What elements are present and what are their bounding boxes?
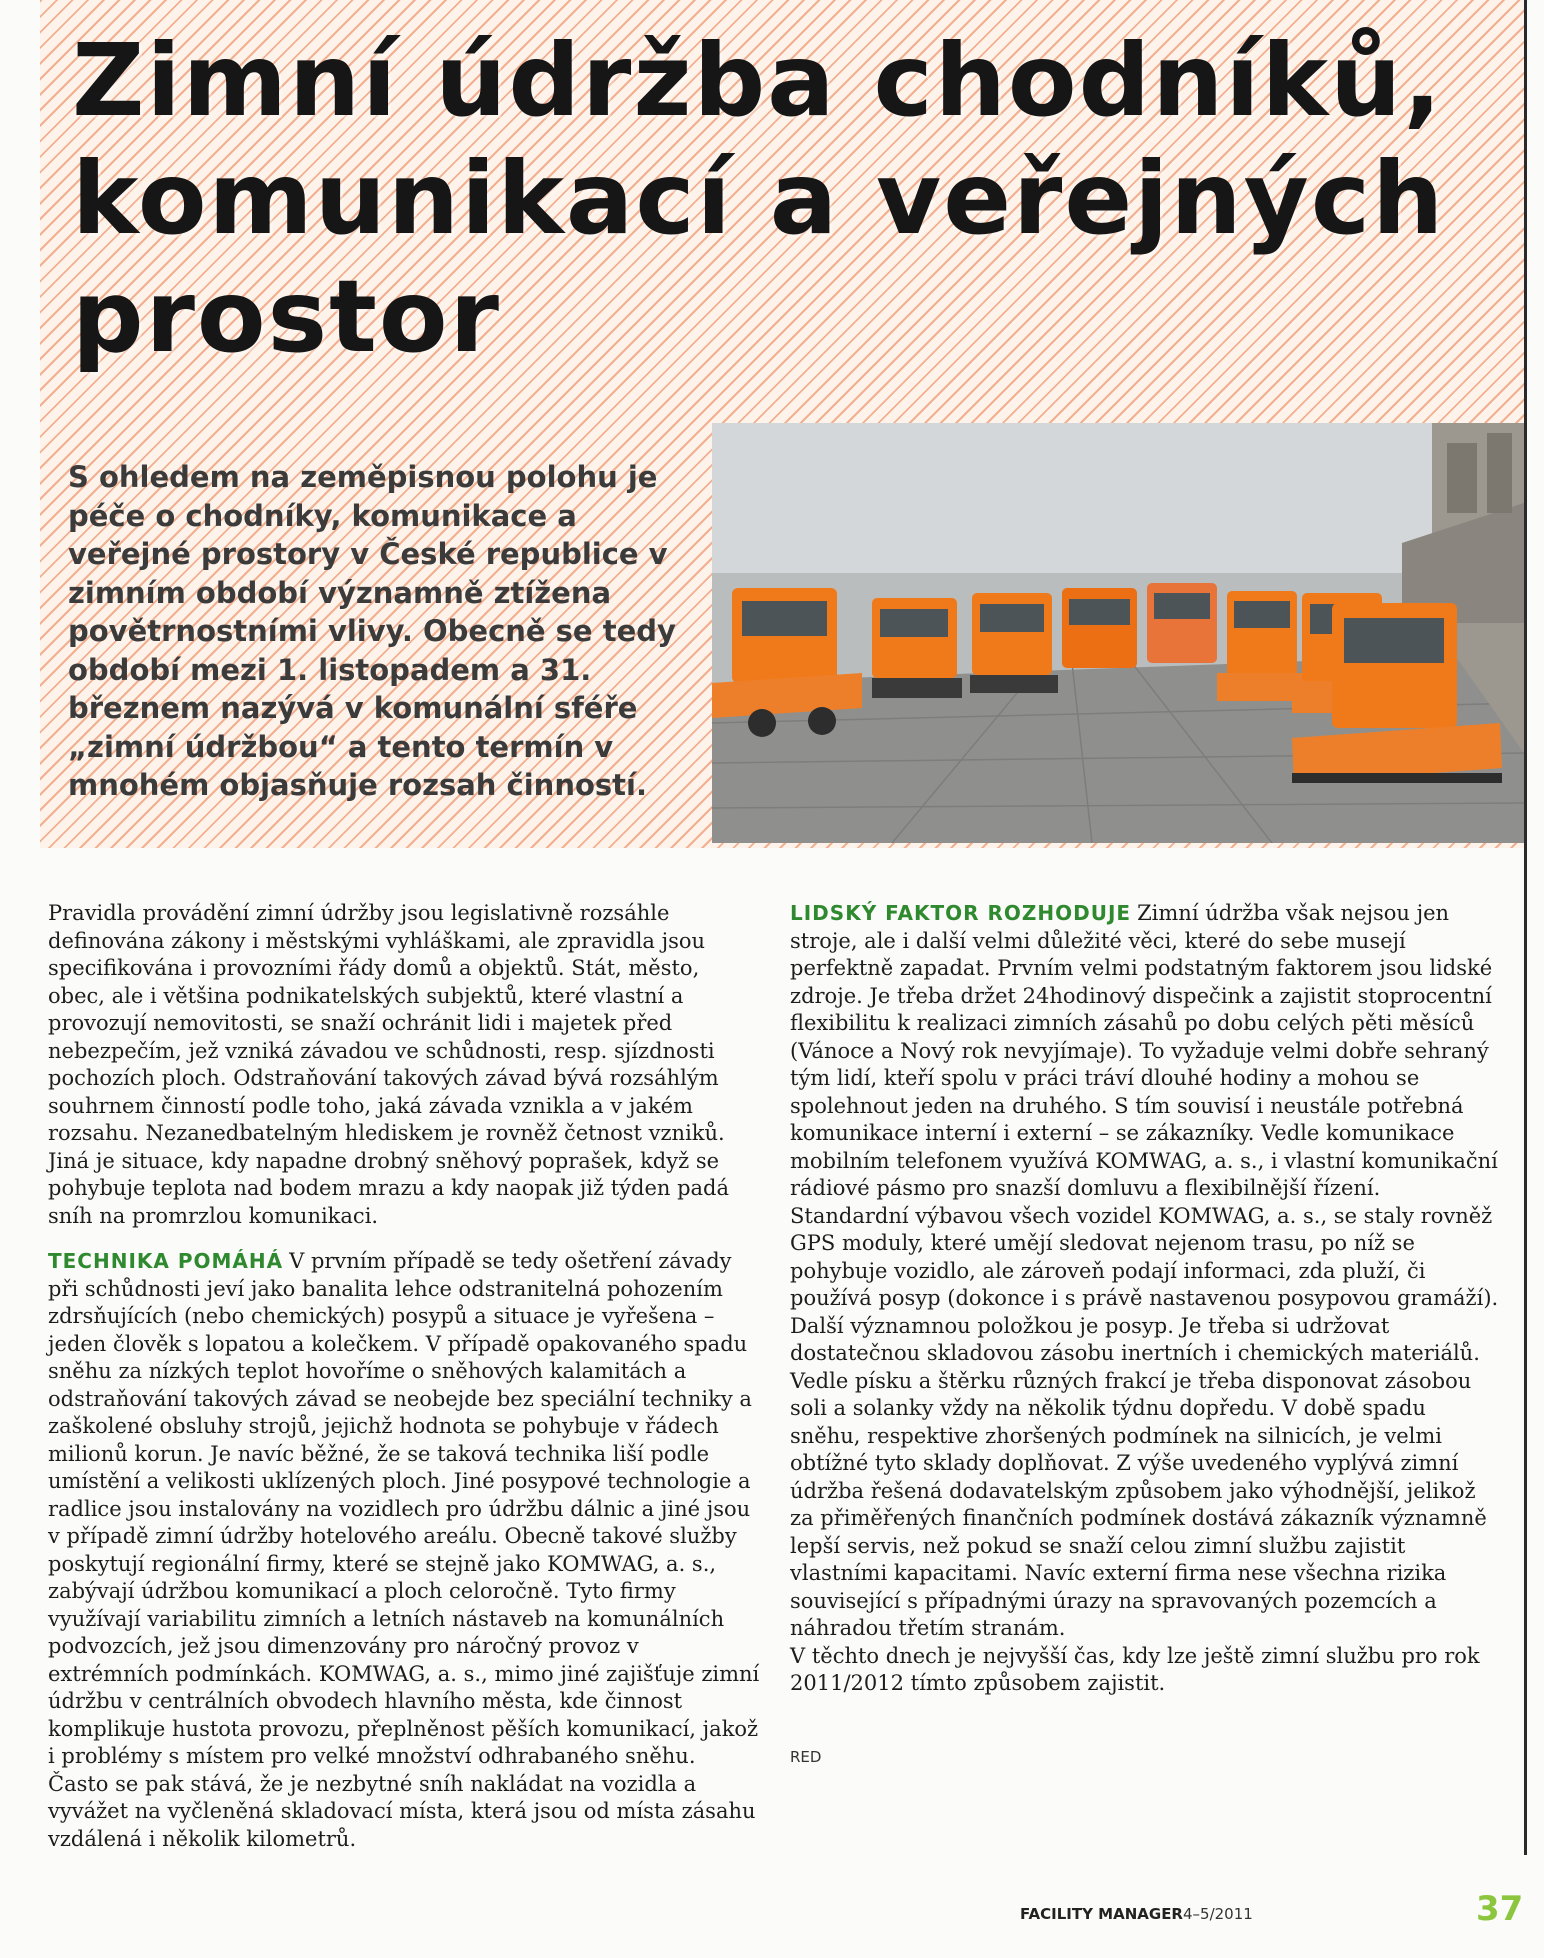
author-signature: RED [790,1748,822,1766]
section-heading-technika: TECHNIKA POMÁHÁ [48,1249,284,1273]
body-column-left-intro [48,900,760,1230]
intro-paragraph: Pravidla provádění zimní údržby jsou legislativně rozsáhle definována zákony i městskými vyhláškami, ale zpravidla jsou specifikována i provozními řády domů a objektů. Stát, město, obec, ale i většina podnikatelských subjektů, které vlastní a provozují nemovitosti, se snaží ochránit lidi i majetek před nebezpečím, jež vzniká závadou ve schůdnosti, resp. sjízdnosti pochozích ploch. Odstraňování takových závad bývá rozsáhlým souhrnem činností podle toho, jaká závada vznikla a v jakém rozsahu. Nezanedbatelným hlediskem je rovněž četnost vzniků. Jiná je situace, kdy napadne drobný sněhový poprašek, když se pohybuje teplota nad bodem mrazu a kdy naopak již týden padá sníh na promrzlou komunikaci. [48,901,730,1228]
section-text-technika: V prvním případě se tedy ošetření závady při schůdnosti jeví jako banalita lehce odstranitelná pohozením zdrsňujících (nebo chemických) posypů a situace je vyřešena – jeden člověk s lopatou a kolečkem. V případě opakovaného spadu sněhu za nízkých teplot hovoříme o sněhových kalamitách a odstraňování takových závad se neobejde bez speciální techniky a zaškolené obsluhy strojů, jejichž hodnota se pohybuje v řádech milionů korun. Je navíc běžné, že se taková technika liší podle umístění a velikosti uklízených ploch. Jiné posypové technologie a radlice jsou instalovány na vozidlech pro údržbu dálnic a jiné jsou v případě zimní údržby hotelového areálu. Obecně takové služby poskytují regionální firmy, které se stejně jako KOMWAG, a. s., zabývají údržbou komunikací a ploch celoročně. Tyto firmy využívají variabilitu zimních a letních nástaveb na komunálních podvozcích, jež jsou dimenzovány pro náročný provoz v extrémních podmínkách. KOMWAG, a. s., mimo jiné zajišťuje zimní údržbu v centrálních obvodech hlavního města, kde činnost komplikuje hustota provozu, přeplněnost pěších komunikací, jakož i problémy s místem pro velké množství odhrabaného sněhu. Často se pak stává, že je nezbytné sníh nakládat na vozidla a vyvážet na vyčleněná skladovací místa, která jsou od místa zásahu vzdálená i několik kilometrů. [48,1249,760,1851]
article-lead: S ohledem na zeměpisnou polohu je péče o chodníky, komunikace a veřejné prostory v České republice v zimním období významně ztížena povětrnostními vlivy. Obecně se tedy období mezi 1. listopadem a 31. březnem nazývá v komunální sféře „zimní údržbou“ a tento termín v mnohém objasňuje rozsah činností. [68,460,676,802]
section-heading-lidsky-faktor: LIDSKÝ FAKTOR ROZHODUJE [790,901,1132,925]
right-column-rule [1524,0,1527,1855]
footer-magazine-name: FACILITY MANAGER [1020,1905,1183,1923]
section-lidsky-faktor [790,900,1502,1313]
article-photo-snowplows [712,423,1524,843]
section-technika [48,1248,760,1853]
paragraph-posyp: Další významnou položkou je posyp. Je třeba si udržovat dostatečnou skladovou zásobu inertních i chemických materiálů. Vedle písku a štěrku různých frakcí je třeba disponovat zásobou soli a solanky vždy na několik týdnu dopředu. V době spadu sněhu, respektive zhoršených podmínek na silnicích, je velmi obtížné tyto sklady doplňovat. Z výše uvedeného vyplývá zimní údržba řešená dodavatelským způsobem jako výhodnější, jelikož za přiměřených finančních podmínek dostává zákazník významně lepší servis, než pokud se snaží celou zimní službu zajistit vlastními kapacitami. Navíc externí firma nese všechna rizika související s případnými úrazy na spravovaných pozemcích a náhradou třetím stranám. [790,1313,1487,1640]
page-number: 37 [1476,1889,1524,1929]
section-text-lidsky-faktor: Zimní údržba však nejsou jen stroje, ale i další velmi důležité věci, které do sebe musejí perfektně zapadat. Prvním velmi podstatným faktorem jsou lidské zdroje. Je třeba držet 24hodinový dispečink a zajistit stoprocentní flexibilitu k realizaci zimních zásahů po dobu celých pěti měsíců (Vánoce a Nový rok nevyjímaje). To vyžaduje velmi dobře sehraný tým lidí, kteří spolu v práci tráví dlouhé hodiny a mohou se spolehnout jeden na druhého. S tím souvisí i neustále potřebná komunikace interní i externí – se zákazníky. Vedle komunikace mobilním telefonem využívá KOMWAG, a. s., i vlastní komunikační rádiové pásmo pro snazší domluvu a flexibilnější řízení. Standardní výbavou všech vozidel KOMWAG, a. s., se staly rovněž GPS moduly, které umějí sledovat nejenom trasu, po níž se pohybuje vozidlo, ale zároveň podají informaci, zda pluží, či používá posyp (dokonce i s právě nastavenou posypovou gramáží). [790,901,1499,1310]
body-column-right [790,900,1502,1698]
paragraph-closing: V těchto dnech je nejvyšší čas, kdy lze ještě zimní službu pro rok 2011/2012 tímto způsobem zajistit. [790,1643,1480,1695]
body-column-left-section [48,1248,760,1853]
footer-issue: 4–5/2011 [1183,1905,1253,1923]
article-title: Zimní údržba chodníků, komunikací a veřejných prostor [72,22,1446,375]
